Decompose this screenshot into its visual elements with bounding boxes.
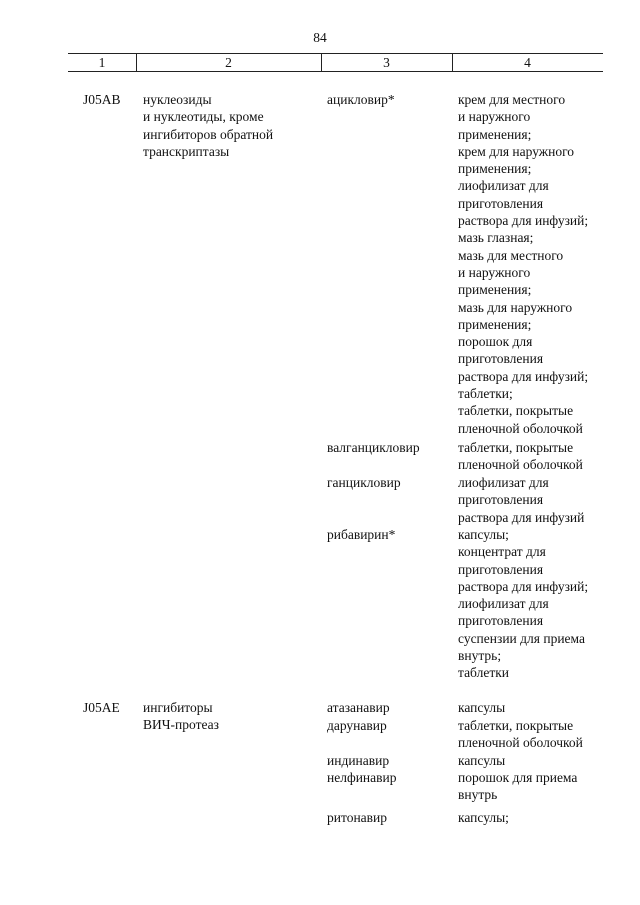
dosage-form-line: пленочной оболочкой: [458, 735, 583, 751]
drug-name: атазанавир: [327, 700, 390, 715]
dosage-forms: [458, 769, 577, 804]
group-name: [143, 91, 273, 160]
dosage-forms: [458, 752, 505, 769]
dosage-form-line: применения;: [458, 126, 532, 142]
dosage-form-line: применения;: [458, 316, 532, 332]
dosage-form-line: капсулы;: [458, 527, 509, 542]
dosage-form-line: мазь для местного: [458, 247, 564, 263]
dosage-form-line: применения;: [458, 282, 532, 298]
dosage-form-line: применения;: [458, 161, 532, 177]
dosage-form-line: раствора для инфузий;: [458, 368, 589, 384]
group-name-line: ВИЧ-протеаз: [143, 717, 219, 733]
dosage-form-line: лиофилизат для: [458, 596, 549, 612]
dosage-form-line: таблетки;: [458, 386, 513, 402]
dosage-form-line: внутрь;: [458, 648, 502, 664]
group-name-line: нуклеозиды: [143, 92, 212, 107]
dosage-form-line: пленочной оболочкой: [458, 457, 583, 473]
dosage-form-line: таблетки, покрытые: [458, 718, 574, 733]
dosage-form-line: крем для наружного: [458, 143, 575, 159]
dosage-forms: [458, 809, 509, 826]
column-number-4: 4: [524, 55, 531, 70]
drug-name: ритонавир: [327, 810, 388, 825]
dosage-form-line: приготовления: [458, 195, 544, 211]
dosage-forms: [458, 526, 588, 682]
dosage-form-line: пленочной оболочкой: [458, 420, 583, 436]
dosage-forms: [458, 474, 584, 526]
dosage-form-line: приготовления: [458, 351, 544, 367]
dosage-form-line: лиофилизат для: [458, 475, 549, 490]
drug-name: индинавир: [327, 753, 390, 768]
dosage-form-line: порошок для приема: [458, 770, 578, 785]
dosage-forms: [458, 91, 588, 437]
drug-name: валганцикловир: [327, 440, 420, 455]
drug-name: рибавирин*: [327, 527, 396, 542]
dosage-form-line: таблетки, покрытые: [458, 403, 574, 419]
dosage-form-line: внутрь: [458, 787, 498, 803]
atc-code: J05AE: [83, 700, 120, 715]
dosage-form-line: мазь глазная;: [458, 230, 534, 246]
group-name-line: транскриптазы: [143, 143, 230, 159]
dosage-form-line: раствора для инфузий: [458, 509, 585, 525]
dosage-form-line: капсулы: [458, 700, 506, 715]
group-name-line: и нуклеотиды, кроме: [143, 109, 264, 125]
group-name-line: ингибиторов обратной: [143, 126, 274, 142]
dosage-form-line: концентрат для: [458, 544, 546, 560]
dosage-form-line: приготовления: [458, 613, 544, 629]
dosage-form-line: и наружного: [458, 264, 531, 280]
dosage-form-line: таблетки, покрытые: [458, 440, 574, 455]
dosage-form-line: приготовления: [458, 561, 544, 577]
dosage-form-line: капсулы: [458, 753, 506, 768]
drug-name: нелфинавир: [327, 770, 397, 785]
dosage-forms: [458, 439, 583, 474]
dosage-form-line: крем для местного: [458, 92, 566, 107]
column-number-2: 2: [225, 55, 232, 70]
drug-name: ацикловир*: [327, 92, 395, 107]
drug-name: дарунавир: [327, 718, 387, 733]
dosage-form-line: порошок для: [458, 334, 533, 350]
dosage-form-line: раствора для инфузий;: [458, 213, 589, 229]
dosage-form-line: таблетки: [458, 665, 510, 681]
dosage-form-line: суспензии для приема: [458, 630, 585, 646]
page-number: 84: [313, 30, 327, 45]
group-name-line: ингибиторы: [143, 700, 213, 715]
column-number-3: 3: [383, 55, 390, 70]
dosage-form-line: и наружного: [458, 109, 531, 125]
atc-code: J05AB: [83, 92, 121, 107]
group-name: [143, 699, 219, 734]
dosage-form-line: лиофилизат для: [458, 178, 549, 194]
dosage-form-line: капсулы;: [458, 810, 509, 825]
dosage-form-line: мазь для наружного: [458, 299, 573, 315]
dosage-forms: [458, 717, 583, 752]
column-number-1: 1: [98, 55, 106, 70]
dosage-forms: [458, 699, 505, 716]
dosage-form-line: приготовления: [458, 492, 544, 508]
dosage-form-line: раствора для инфузий;: [458, 578, 589, 594]
drug-name: ганцикловир: [327, 475, 401, 490]
